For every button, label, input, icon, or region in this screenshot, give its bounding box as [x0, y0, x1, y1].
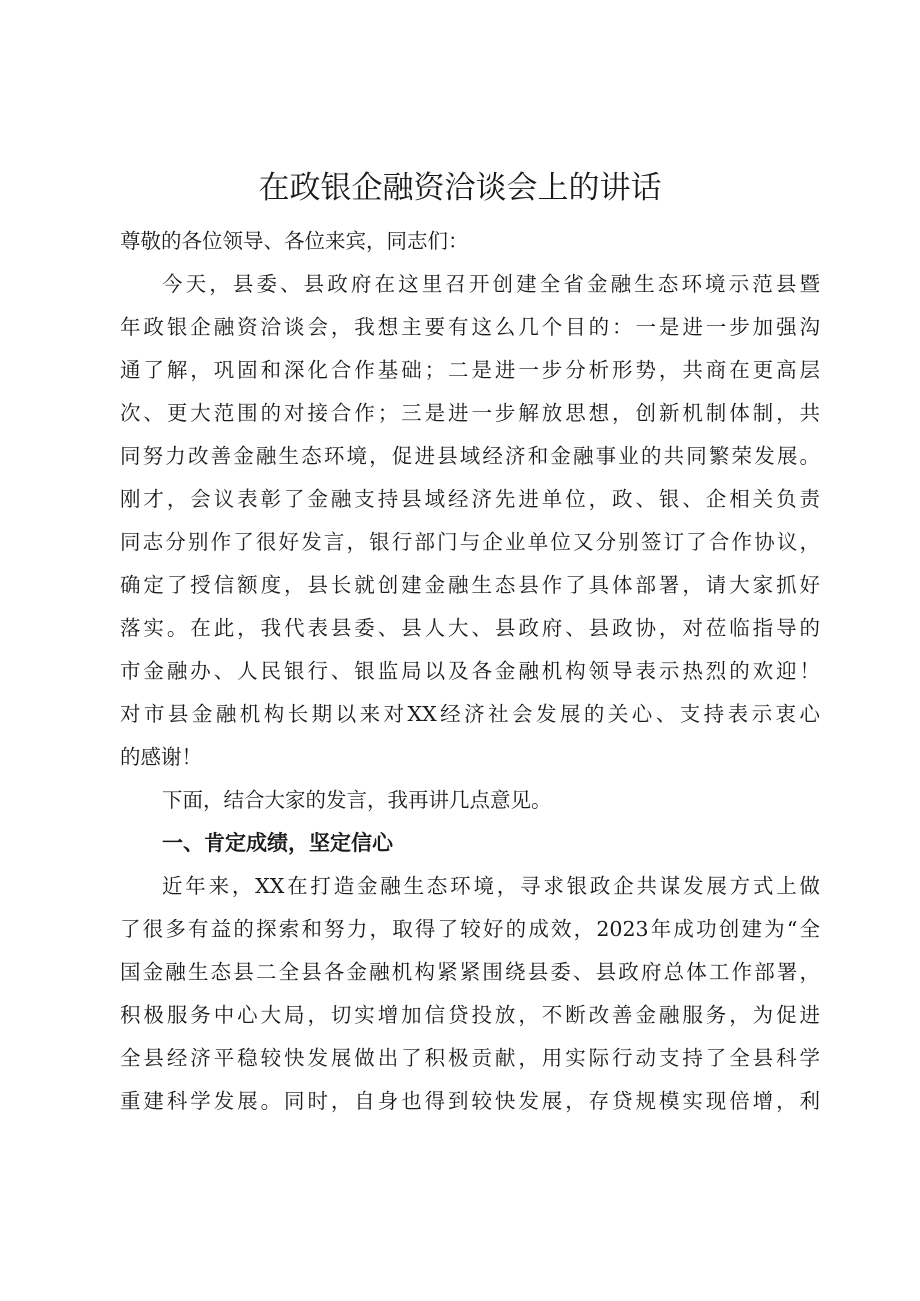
paragraph-1-line-2: 年政银企融资洽谈会，我想主要有这么几个目的：一是进一步加强沟	[120, 315, 820, 339]
paragraph-3-line-5: 全县经济平稳较快发展做出了积极贡献，用实际行动支持了全县科学	[120, 1046, 820, 1070]
paragraph-1-line-12: 的感谢！	[120, 745, 202, 769]
paragraph-1-line-9: 落实。在此，我代表县委、县人大、县政府、县政协，对莅临指导的	[120, 616, 820, 640]
paragraph-1-line-10: 市金融办、人民银行、银监局以及各金融机构领导表示热烈的欢迎！	[120, 659, 820, 683]
paragraph-3-line-4: 积极服务中心大局，切实增加信贷投放，不断改善金融服务，为促进	[120, 1003, 820, 1027]
paragraph-3-line-3: 国金融生态县二全县各金融机构紧紧围绕县委、县政府总体工作部署，	[120, 960, 820, 984]
paragraph-1-line-11: 对市县金融机构长期以来对XX经济社会发展的关心、支持表示衷心	[120, 702, 820, 726]
document-title: 在政银企融资洽谈会上的讲话	[258, 170, 662, 206]
paragraph-2: 下面，结合大家的发言，我再讲几点意见。	[162, 788, 552, 812]
paragraph-1-line-1: 今天，县委、县政府在这里召开创建全省金融生态环境示范县暨	[162, 272, 820, 296]
paragraph-3-line-6: 重建科学发展。同时，自身也得到较快发展，存贷规模实现倍增，利	[120, 1089, 820, 1113]
paragraph-1-line-3: 通了解，巩固和深化合作基础；二是进一步分析形势，共商在更高层	[120, 358, 820, 382]
paragraph-3-line-1: 近年来，XX在打造金融生态环境，寻求银政企共谋发展方式上做	[162, 874, 820, 898]
paragraph-1-line-6: 刚才，会议表彰了金融支持县域经济先进单位，政、银、企相关负责	[120, 487, 820, 511]
paragraph-3-line-2: 了很多有益的探索和努力，取得了较好的成效，2023年成功创建为“全	[120, 917, 820, 941]
paragraph-1-line-8: 确定了授信额度，县长就创建金融生态县作了具体部署，请大家抓好	[120, 573, 820, 597]
paragraph-1-line-4: 次、更大范围的对接合作；三是进一步解放思想，创新机制体制，共	[120, 401, 820, 425]
section-1-heading: 一、肯定成绩，坚定信心	[162, 831, 393, 855]
paragraph-1-line-7: 同志分别作了很好发言，银行部门与企业单位又分别签订了合作协议，	[120, 530, 820, 554]
salutation: 尊敬的各位领导、各位来宾，同志们：	[120, 229, 469, 253]
paragraph-1-line-5: 同努力改善金融生态环境，促进县域经济和金融事业的共同繁荣发展。	[120, 444, 820, 468]
